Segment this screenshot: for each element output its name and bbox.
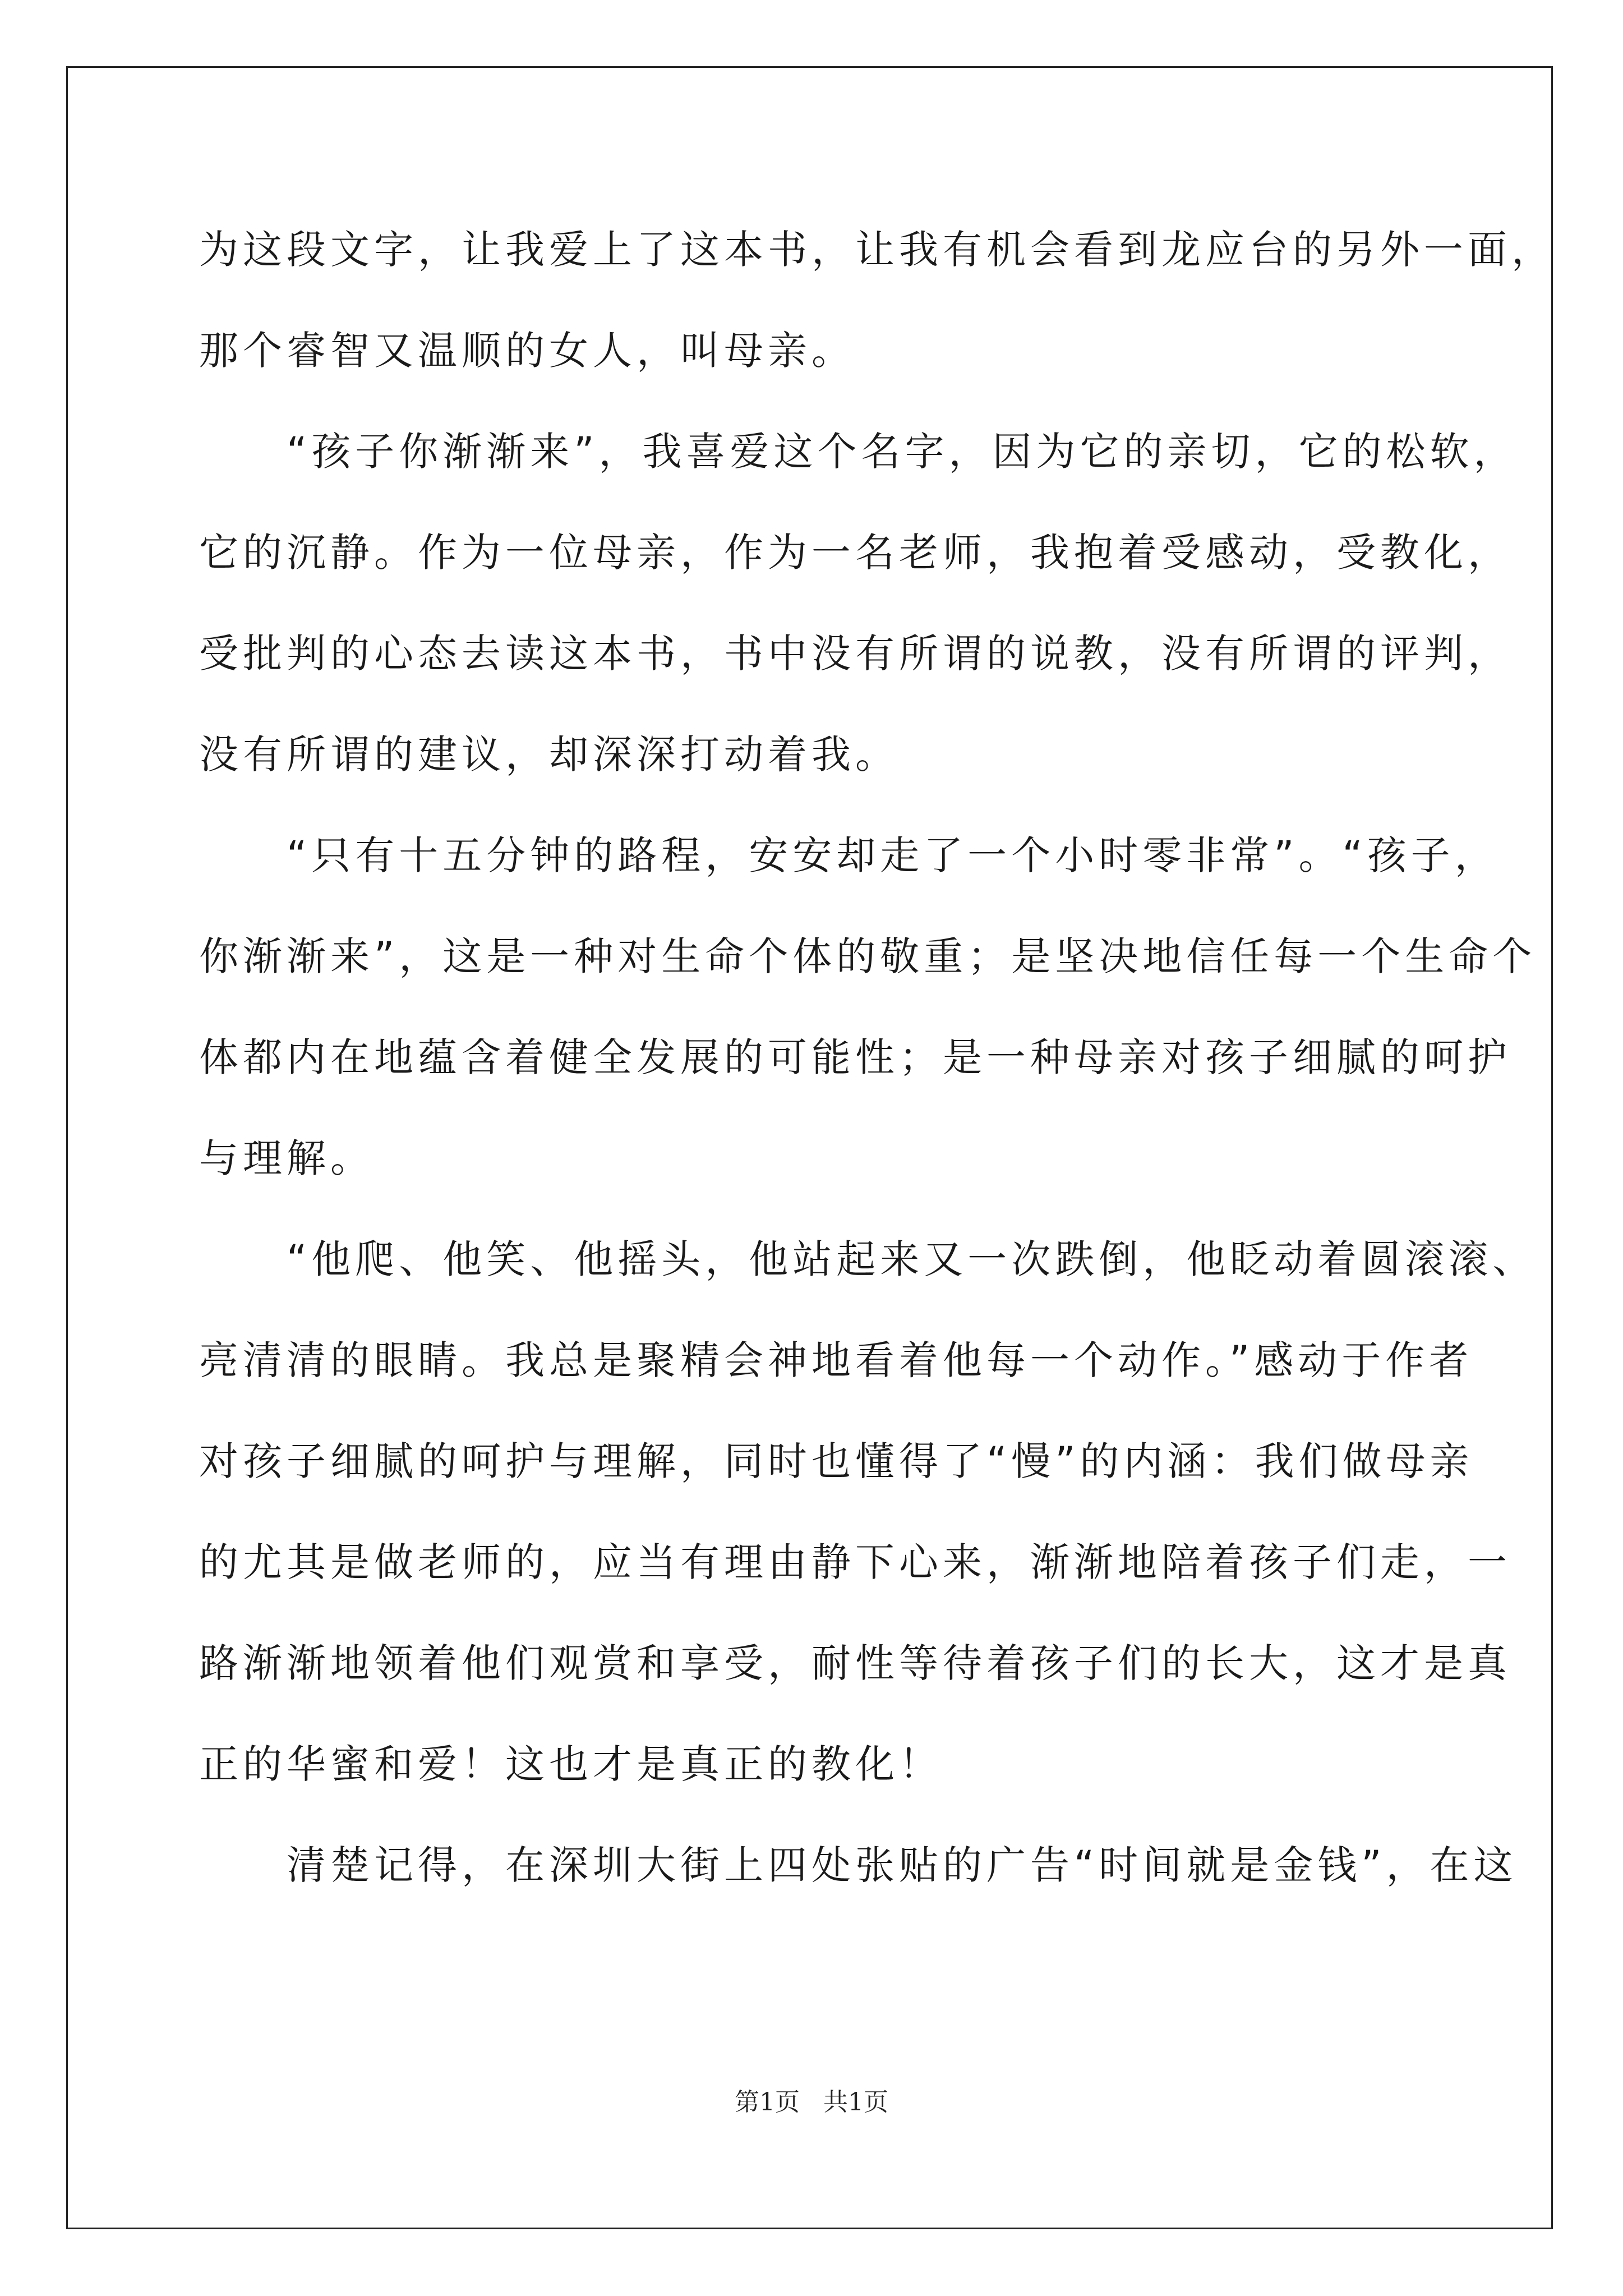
text-line: 路渐渐地领着他们观赏和享受，耐性等待着孩子们的长大，这才是真 <box>199 1640 1511 1686</box>
text-line: 清楚记得，在深圳大街上四处张贴的广告“时间就是金钱”，在这 <box>199 1842 1518 1888</box>
text-line: “只有十五分钟的路程，安安却走了一个小时零非常”。“孩子， <box>199 832 1498 878</box>
text-line: 亮清清的眼睛。我总是聚精会神地看着他每一个动作。”感动于作者 <box>199 1337 1473 1383</box>
text-line: 它的沉静。作为一位母亲，作为一名老师，我抱着受感动，受教化， <box>199 530 1511 576</box>
page-number: 第1页 <box>735 2088 800 2116</box>
text-line: 为这段文字，让我爱上了这本书，让我有机会看到龙应台的另外一面， <box>199 227 1555 273</box>
text-line: “他爬、他笑、他摇头，他站起来又一次跌倒，他眨动着圆滚滚、 <box>199 1236 1537 1282</box>
text-line: 对孩子细腻的呵护与理解，同时也懂得了“慢”的内涵：我们做母亲 <box>199 1438 1474 1484</box>
text-line: 你渐渐来”，这是一种对生命个体的敬重；是坚决地信任每一个生命个 <box>199 933 1537 979</box>
text-line: 与理解。 <box>199 1135 374 1181</box>
page-total: 共1页 <box>823 2088 888 2116</box>
text-line: 正的华蜜和爱！这也才是真正的教化！ <box>199 1741 943 1787</box>
text-line: “孩子你渐渐来”，我喜爱这个名字，因为它的亲切，它的松软， <box>199 429 1518 475</box>
page-footer <box>0 2086 1623 2119</box>
text-line: 的尤其是做老师的，应当有理由静下心来，渐渐地陪着孩子们走，一 <box>199 1539 1511 1585</box>
text-line: 没有所谓的建议，却深深打动着我。 <box>199 731 899 777</box>
text-line: 受批判的心态去读这本书，书中没有所谓的说教，没有所谓的评判， <box>199 631 1511 677</box>
text-line: 体都内在地蕴含着健全发展的可能性；是一种母亲对孩子细腻的呵护 <box>199 1034 1511 1080</box>
text-line: 那个睿智又温顺的女人，叫母亲。 <box>199 328 855 374</box>
